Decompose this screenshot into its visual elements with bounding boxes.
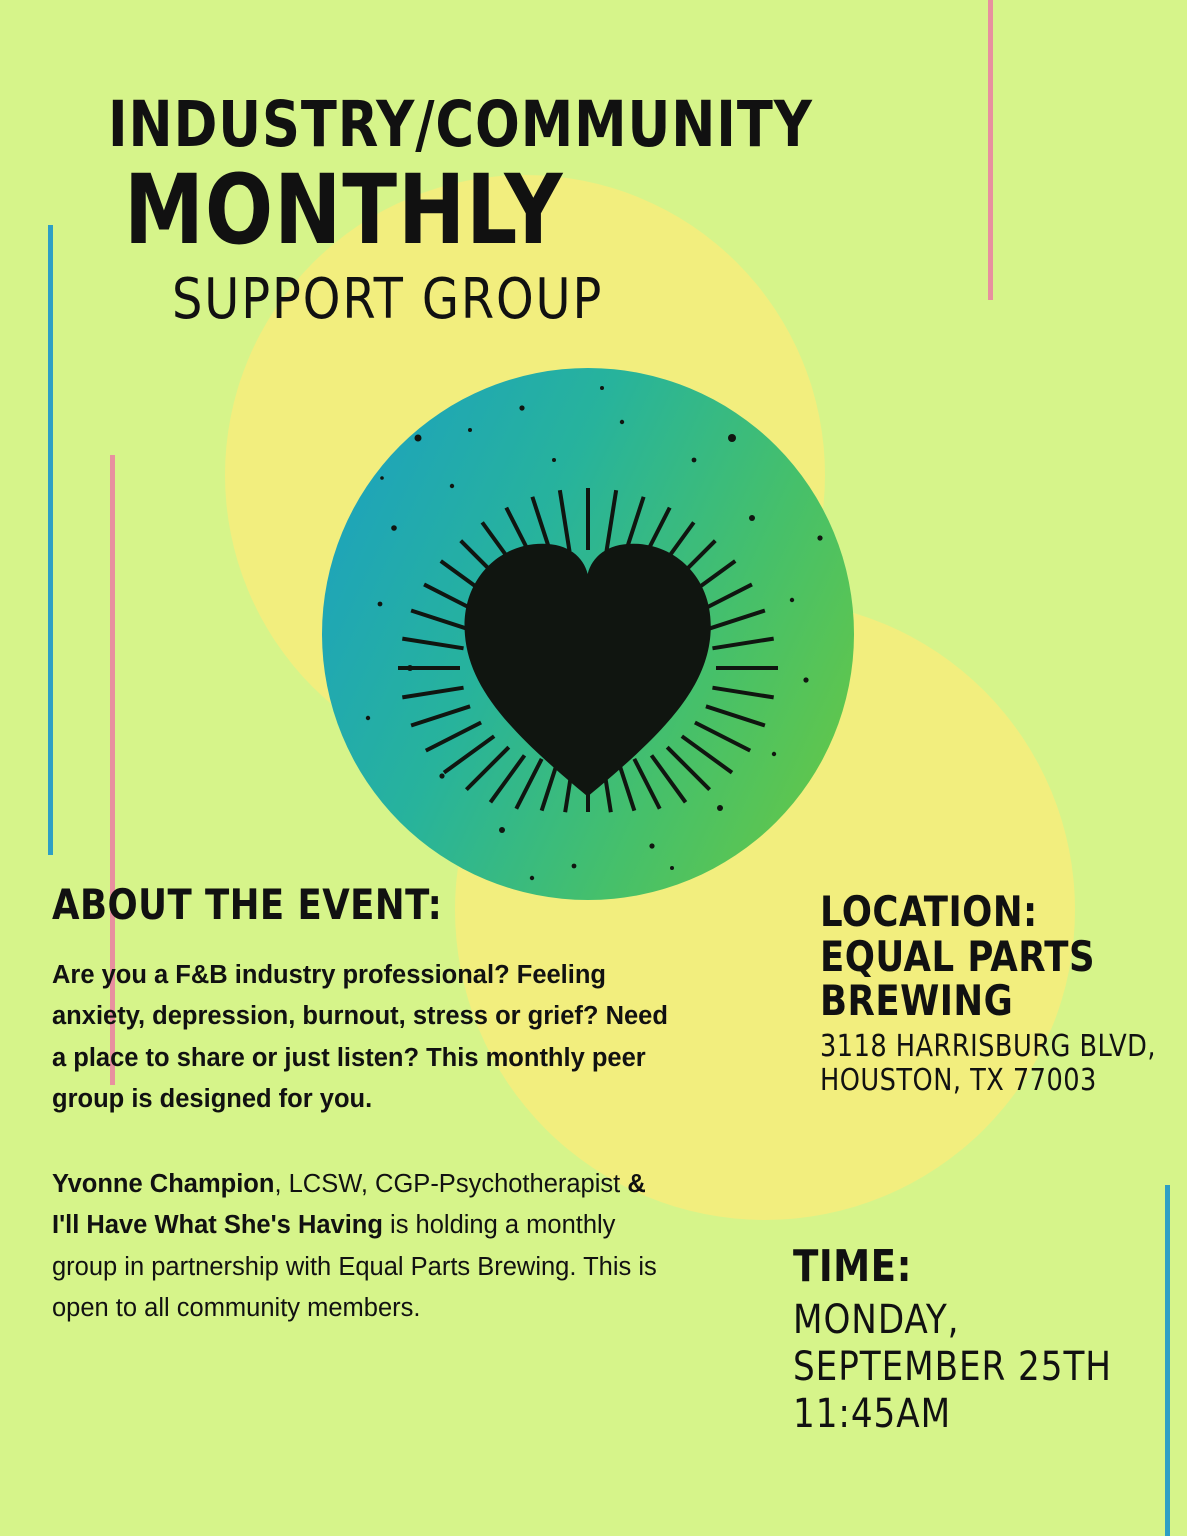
location-address-line-2: HOUSTON, TX 77003 xyxy=(820,1063,1097,1099)
about-section xyxy=(52,880,672,1329)
location-section xyxy=(820,887,1180,1099)
location-address-line-1: 3118 HARRISBURG BLVD, xyxy=(820,1028,1156,1064)
time-section xyxy=(793,1241,1173,1439)
title-line-support-group: SUPPORT GROUP xyxy=(172,267,604,333)
title-line-industry-community: INDUSTRY/COMMUNITY xyxy=(108,88,813,161)
about-paragraph-1: Are you a F&B industry professional? Feeling anxiety, depression, burnout, stress or grief? Need a place to share or just listen? This monthly peer group is designed for you. xyxy=(52,961,668,1113)
location-address xyxy=(820,1030,1162,1100)
about-partner-name: & I'll Have What She's Having xyxy=(52,1170,646,1240)
title-line-monthly: MONTHLY xyxy=(124,154,564,267)
location-venue: EQUAL PARTS BREWING xyxy=(820,931,1096,1026)
time-day: MONDAY, xyxy=(793,1297,960,1343)
about-presenter-name: Yvonne Champion xyxy=(52,1170,275,1199)
about-presenter-credentials: , LCSW, CGP-Psychotherapist xyxy=(274,1170,628,1199)
time-clock: 11:45AM xyxy=(793,1391,952,1438)
about-paragraph-2-tail: is holding a monthly group in partnership with Equal Parts Brewing. This is open to all community members. xyxy=(52,1211,657,1323)
time-date: SEPTEMBER 25TH xyxy=(793,1344,1112,1391)
accent-line-blue-left xyxy=(48,225,53,855)
location-heading: LOCATION: xyxy=(820,887,1038,936)
poster-title xyxy=(108,88,866,333)
time-heading: TIME: xyxy=(793,1241,912,1292)
about-paragraph-2 xyxy=(52,1164,672,1329)
heart-graphic-circle xyxy=(322,368,854,900)
time-details xyxy=(793,1297,1154,1439)
accent-line-pink-top xyxy=(988,0,993,300)
about-heading: ABOUT THE EVENT: xyxy=(52,880,443,929)
radiant-heart-icon xyxy=(322,368,854,900)
